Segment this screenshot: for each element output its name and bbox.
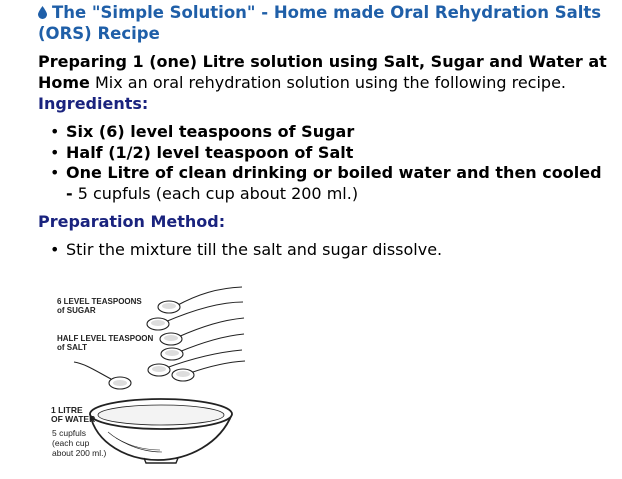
list-item [38, 163, 608, 204]
teaspoon-icon [160, 318, 244, 345]
ingredient-text: 5 cupfuls (each cup about 200 ml.) [72, 183, 359, 203]
bullet-icon: • [50, 122, 60, 141]
ingredients-heading: Ingredients: [38, 94, 149, 113]
list-item [38, 240, 608, 261]
sugar-label: 6 LEVEL TEASPOONS of SUGAR [57, 297, 142, 315]
teaspoon-icon [172, 361, 245, 381]
list-item [38, 143, 608, 164]
bowl-icon [90, 399, 232, 463]
page-title-text: The "Simple Solution" - Home made Oral Rehydration Salts (ORS) Recipe [38, 3, 602, 43]
intro-paragraph [38, 51, 608, 93]
ingredient-bold: Half (1/2) level teaspoon of Salt [66, 142, 354, 162]
preparation-heading: Preparation Method: [38, 212, 226, 231]
ingredient-bold: One Litre of clean drinking or boiled water and then cooled - [66, 163, 602, 203]
intro-text: Mix an oral rehydration solution using the following recipe. [89, 73, 566, 92]
ingredient-bold: Six (6) level teaspoons of Sugar [66, 122, 355, 141]
bullet-icon: • [50, 142, 60, 162]
droplet-icon [38, 6, 47, 19]
preparation-list [38, 240, 608, 261]
teaspoon-icon [74, 362, 131, 389]
list-item [38, 122, 608, 143]
cups-label: 5 cupfuls (each cup about 200 ml.) [52, 428, 107, 458]
preparation-step: Stir the mixture till the salt and sugar dissolve. [66, 240, 443, 259]
bullet-icon: • [50, 240, 60, 259]
salt-label: HALF LEVEL TEASPOON of SALT [57, 334, 154, 352]
ors-illustration [48, 282, 258, 472]
page-title [38, 2, 608, 44]
bullet-icon: • [50, 163, 60, 182]
water-label: 1 LITRE OF WATER [51, 405, 96, 424]
ingredients-list [38, 122, 608, 204]
intro-bold: Preparing 1 (one) Litre solution using Salt, Sugar and Water at Home [38, 52, 607, 92]
